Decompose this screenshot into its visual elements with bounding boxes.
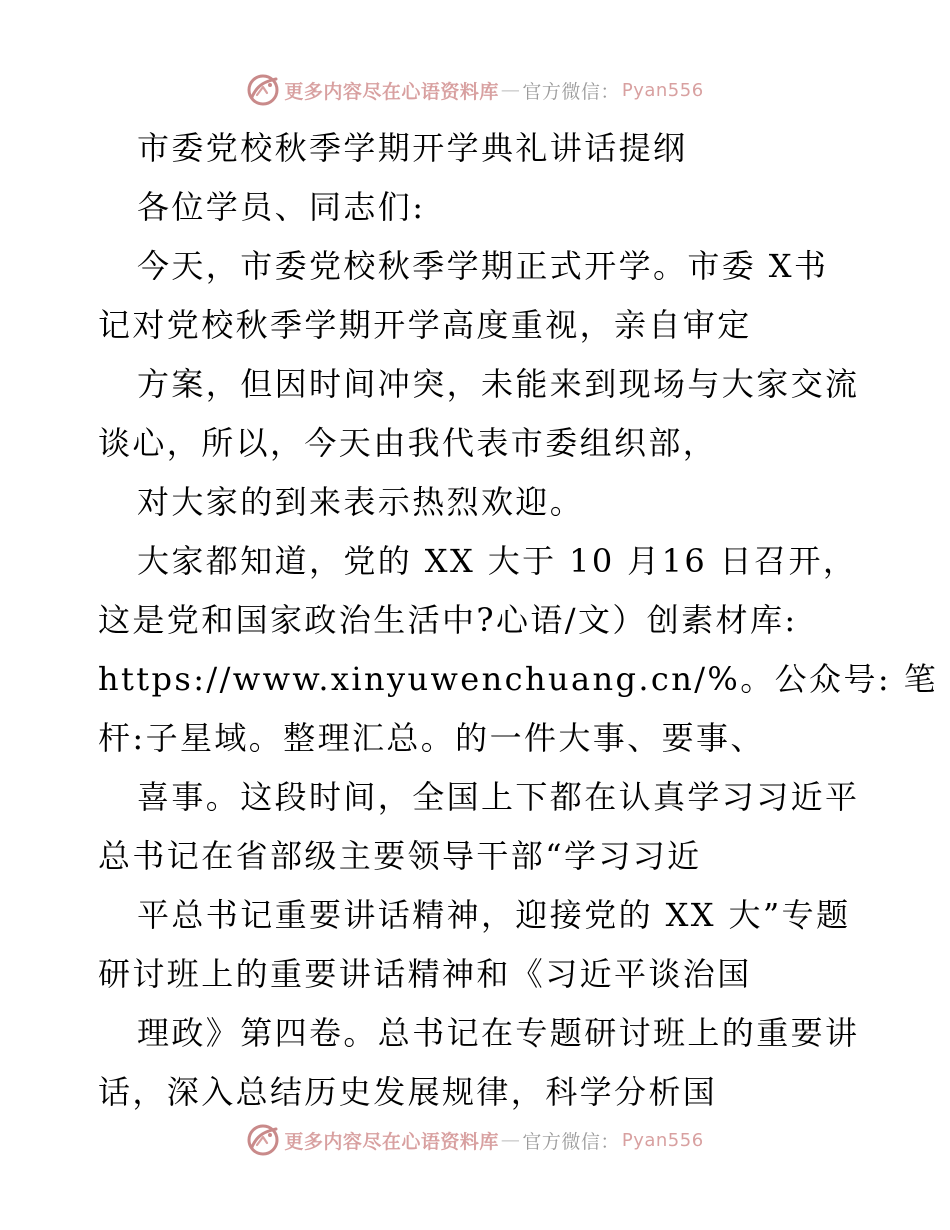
text-line: 方案，但因时间冲突，未能来到现场与大家交流 [137,365,860,403]
text-line: 喜事。这段时间，全国上下都在认真学习习近平 [137,778,860,816]
text-line: 总书记在省部级主要领导干部“学习习近 [98,837,702,875]
text-line: 对大家的到来表示热烈欢迎。 [137,483,585,521]
text-line: 这是党和国家政治生活中?心语/文）创素材库: [98,601,798,639]
text-line-url: https://www.xinyuwenchuang.cn/%。公众号: 笔 [98,660,938,698]
text-line: 大家都知道，党的 XX 大于 10 月16 日召开， [137,542,858,580]
watermark-wechat-id: Pyan556 [621,1129,704,1151]
watermark-header [0,70,950,110]
watermark-footer [0,1120,950,1160]
text-line: 谈心，所以，今天由我代表市委组织部， [98,424,718,462]
watermark-wechat-id: Pyan556 [621,79,704,101]
text-line: 平总书记重要讲话精神，迎接党的 XX 大”专题 [137,896,851,934]
salutation-line: 各位学员、同志们: [137,188,426,226]
watermark-wechat-label: 官方微信： [522,80,620,103]
text-line: 话，深入总结历史发展规律，科学分析国 [98,1073,718,1111]
text-line: 今天，市委党校秋季学期正式开学。市委 X书 [137,247,829,285]
text-line: 理政》第四卷。总书记在专题研讨班上的重要讲 [137,1014,860,1052]
watermark-main-text: 更多内容尽在心语资料库 [284,80,499,103]
text-line: 记对党校秋季学期开学高度重视，亲自审定 [98,306,752,344]
watermark-separator: — [500,79,521,101]
document-title: 市委党校秋季学期开学典礼讲话提纲 [137,129,688,167]
text-line: 杆:子星域。整理汇总。的一件大事、要事、 [98,719,765,757]
xinyu-logo-icon [246,73,280,107]
xinyu-logo-icon [246,1123,280,1157]
watermark-main-text: 更多内容尽在心语资料库 [284,1130,499,1153]
text-line: 研讨班上的重要讲话精神和《习近平谈治国 [98,955,752,993]
watermark-separator: — [500,1129,521,1151]
watermark-wechat-label: 官方微信： [522,1130,620,1153]
